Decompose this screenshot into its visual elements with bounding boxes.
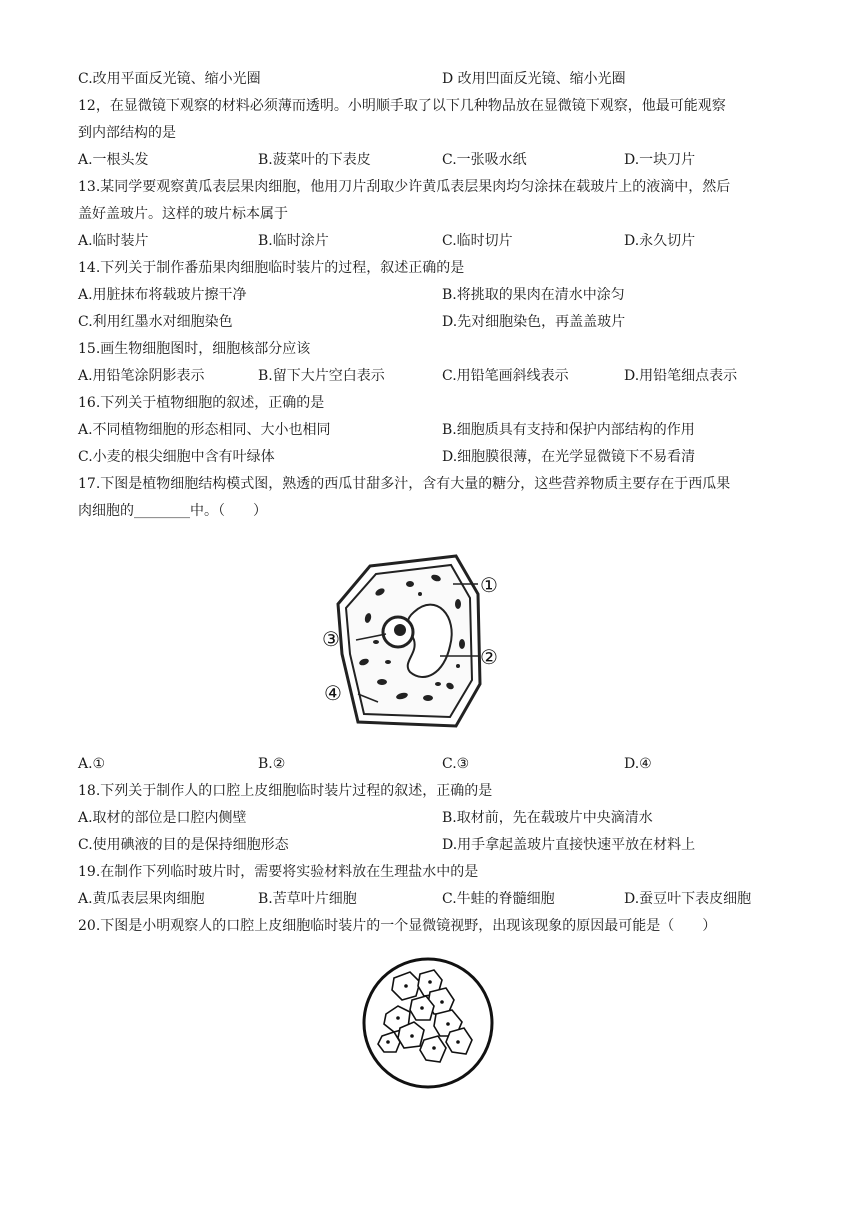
q15-option-a: A.用铅笔涂阴影表示 (78, 368, 205, 384)
q16-options-row-1 (78, 421, 778, 439)
q19-option-c: C.牛蛙的脊髓细胞 (442, 891, 555, 907)
microscope-field-diagram (358, 948, 498, 1098)
q18-options-row-1 (78, 809, 778, 827)
nucleolus (394, 624, 406, 636)
q13-option-c: C.临时切片 (442, 233, 513, 249)
q19-stem: 19.在制作下列临时玻片时，需要将实验材料放在生理盐水中的是 (78, 864, 479, 880)
q19-options-row (78, 890, 778, 908)
q14-option-b: B.将挑取的果肉在清水中涂匀 (442, 287, 625, 303)
q18-option-b: B.取材前，先在载玻片中央滴清水 (442, 810, 653, 826)
q16-option-b: B.细胞质具有支持和保护内部结构的作用 (442, 422, 695, 438)
q12-options-row (78, 151, 778, 169)
q12-stem-line1: 12，在显微镜下观察的材料必须薄而透明。小明顺手取了以下几种物品放在显微镜下观察，他最可能观察 (78, 98, 726, 114)
q14-options-row-2 (78, 313, 778, 331)
q13-option-b: B.临时涂片 (258, 233, 329, 249)
q13-stem-line2: 盖好盖玻片。这样的玻片标本属于 (78, 206, 288, 222)
q16-stem: 16.下列关于植物细胞的叙述，正确的是 (78, 395, 325, 411)
q18-stem: 18.下列关于制作人的口腔上皮细胞临时装片过程的叙述，正确的是 (78, 783, 493, 799)
q18-option-a: A.取材的部位是口腔内侧壁 (78, 810, 247, 826)
q14-stem: 14.下列关于制作番茄果肉细胞临时装片的过程，叙述正确的是 (78, 260, 465, 276)
q16-options-row-2 (78, 448, 778, 466)
q17-option-b: B.② (258, 756, 286, 772)
label-2: ② (480, 645, 498, 669)
q11-options-row (78, 70, 778, 88)
q13-option-a: A.临时装片 (78, 233, 149, 249)
q15-option-b: B.留下大片空白表示 (258, 368, 385, 384)
label-4: ④ (324, 681, 342, 705)
q11-option-d: D 改用凹面反光镜、缩小光圈 (442, 71, 626, 87)
q14-option-c: C.利用红墨水对细胞染色 (78, 314, 233, 330)
q19-option-d: D.蚕豆叶下表皮细胞 (624, 891, 752, 907)
q12-option-b: B.菠菜叶的下表皮 (258, 152, 371, 168)
q20-stem: 20.下图是小明观察人的口腔上皮细胞临时装片的一个显微镜视野，出现该现象的原因最可能是（ ） (78, 918, 717, 934)
q14-option-d: D.先对细胞染色，再盖盖玻片 (442, 314, 626, 330)
q15-option-c: C.用铅笔画斜线表示 (442, 368, 569, 384)
q19-option-a: A.黄瓜表层果肉细胞 (78, 891, 205, 907)
q16-option-a: A.不同植物细胞的形态相同、大小也相同 (78, 422, 331, 438)
q17-option-a: A.① (78, 756, 106, 772)
plant-cell-diagram (318, 534, 548, 744)
label-3: ③ (322, 627, 340, 651)
q12-option-c: C.一张吸水纸 (442, 152, 527, 168)
q12-option-d: D.一块刀片 (624, 152, 696, 168)
q13-option-d: D.永久切片 (624, 233, 696, 249)
q14-option-a: A.用脏抹布将载玻片擦干净 (78, 287, 247, 303)
q18-option-c: C.使用碘液的目的是保持细胞形态 (78, 837, 289, 853)
q13-options-row (78, 232, 778, 250)
q11-option-c: C.改用平面反光镜、缩小光圈 (78, 71, 261, 87)
q16-option-c: C.小麦的根尖细胞中含有叶绿体 (78, 449, 275, 465)
q16-option-d: D.细胞膜很薄，在光学显微镜下不易看清 (442, 449, 696, 465)
q17-option-d: D.④ (624, 756, 652, 772)
q12-stem-line2: 到内部结构的是 (78, 125, 176, 141)
label-1: ① (480, 573, 498, 597)
q15-stem: 15.画生物细胞图时，细胞核部分应该 (78, 341, 311, 357)
q17-option-c: C.③ (442, 756, 470, 772)
q17-stem-line1: 17.下图是植物细胞结构模式图，熟透的西瓜甘甜多汁，含有大量的糖分，这些营养物质主要存在于西瓜果 (78, 476, 731, 492)
q19-option-b: B.苦草叶片细胞 (258, 891, 357, 907)
q17-options-row (78, 755, 778, 773)
q12-option-a: A.一根头发 (78, 152, 149, 168)
q14-options-row-1 (78, 286, 778, 304)
q18-option-d: D.用手拿起盖玻片直接快速平放在材料上 (442, 837, 696, 853)
q15-option-d: D.用铅笔细点表示 (624, 368, 738, 384)
q13-stem-line1: 13.某同学要观察黄瓜表层果肉细胞，他用刀片刮取少许黄瓜表层果肉均匀涂抹在载玻片上的液滴中，然后 (78, 179, 731, 195)
q18-options-row-2 (78, 836, 778, 854)
q15-options-row (78, 367, 778, 385)
q17-stem-line2: 肉细胞的________中。（ ） (78, 503, 267, 519)
